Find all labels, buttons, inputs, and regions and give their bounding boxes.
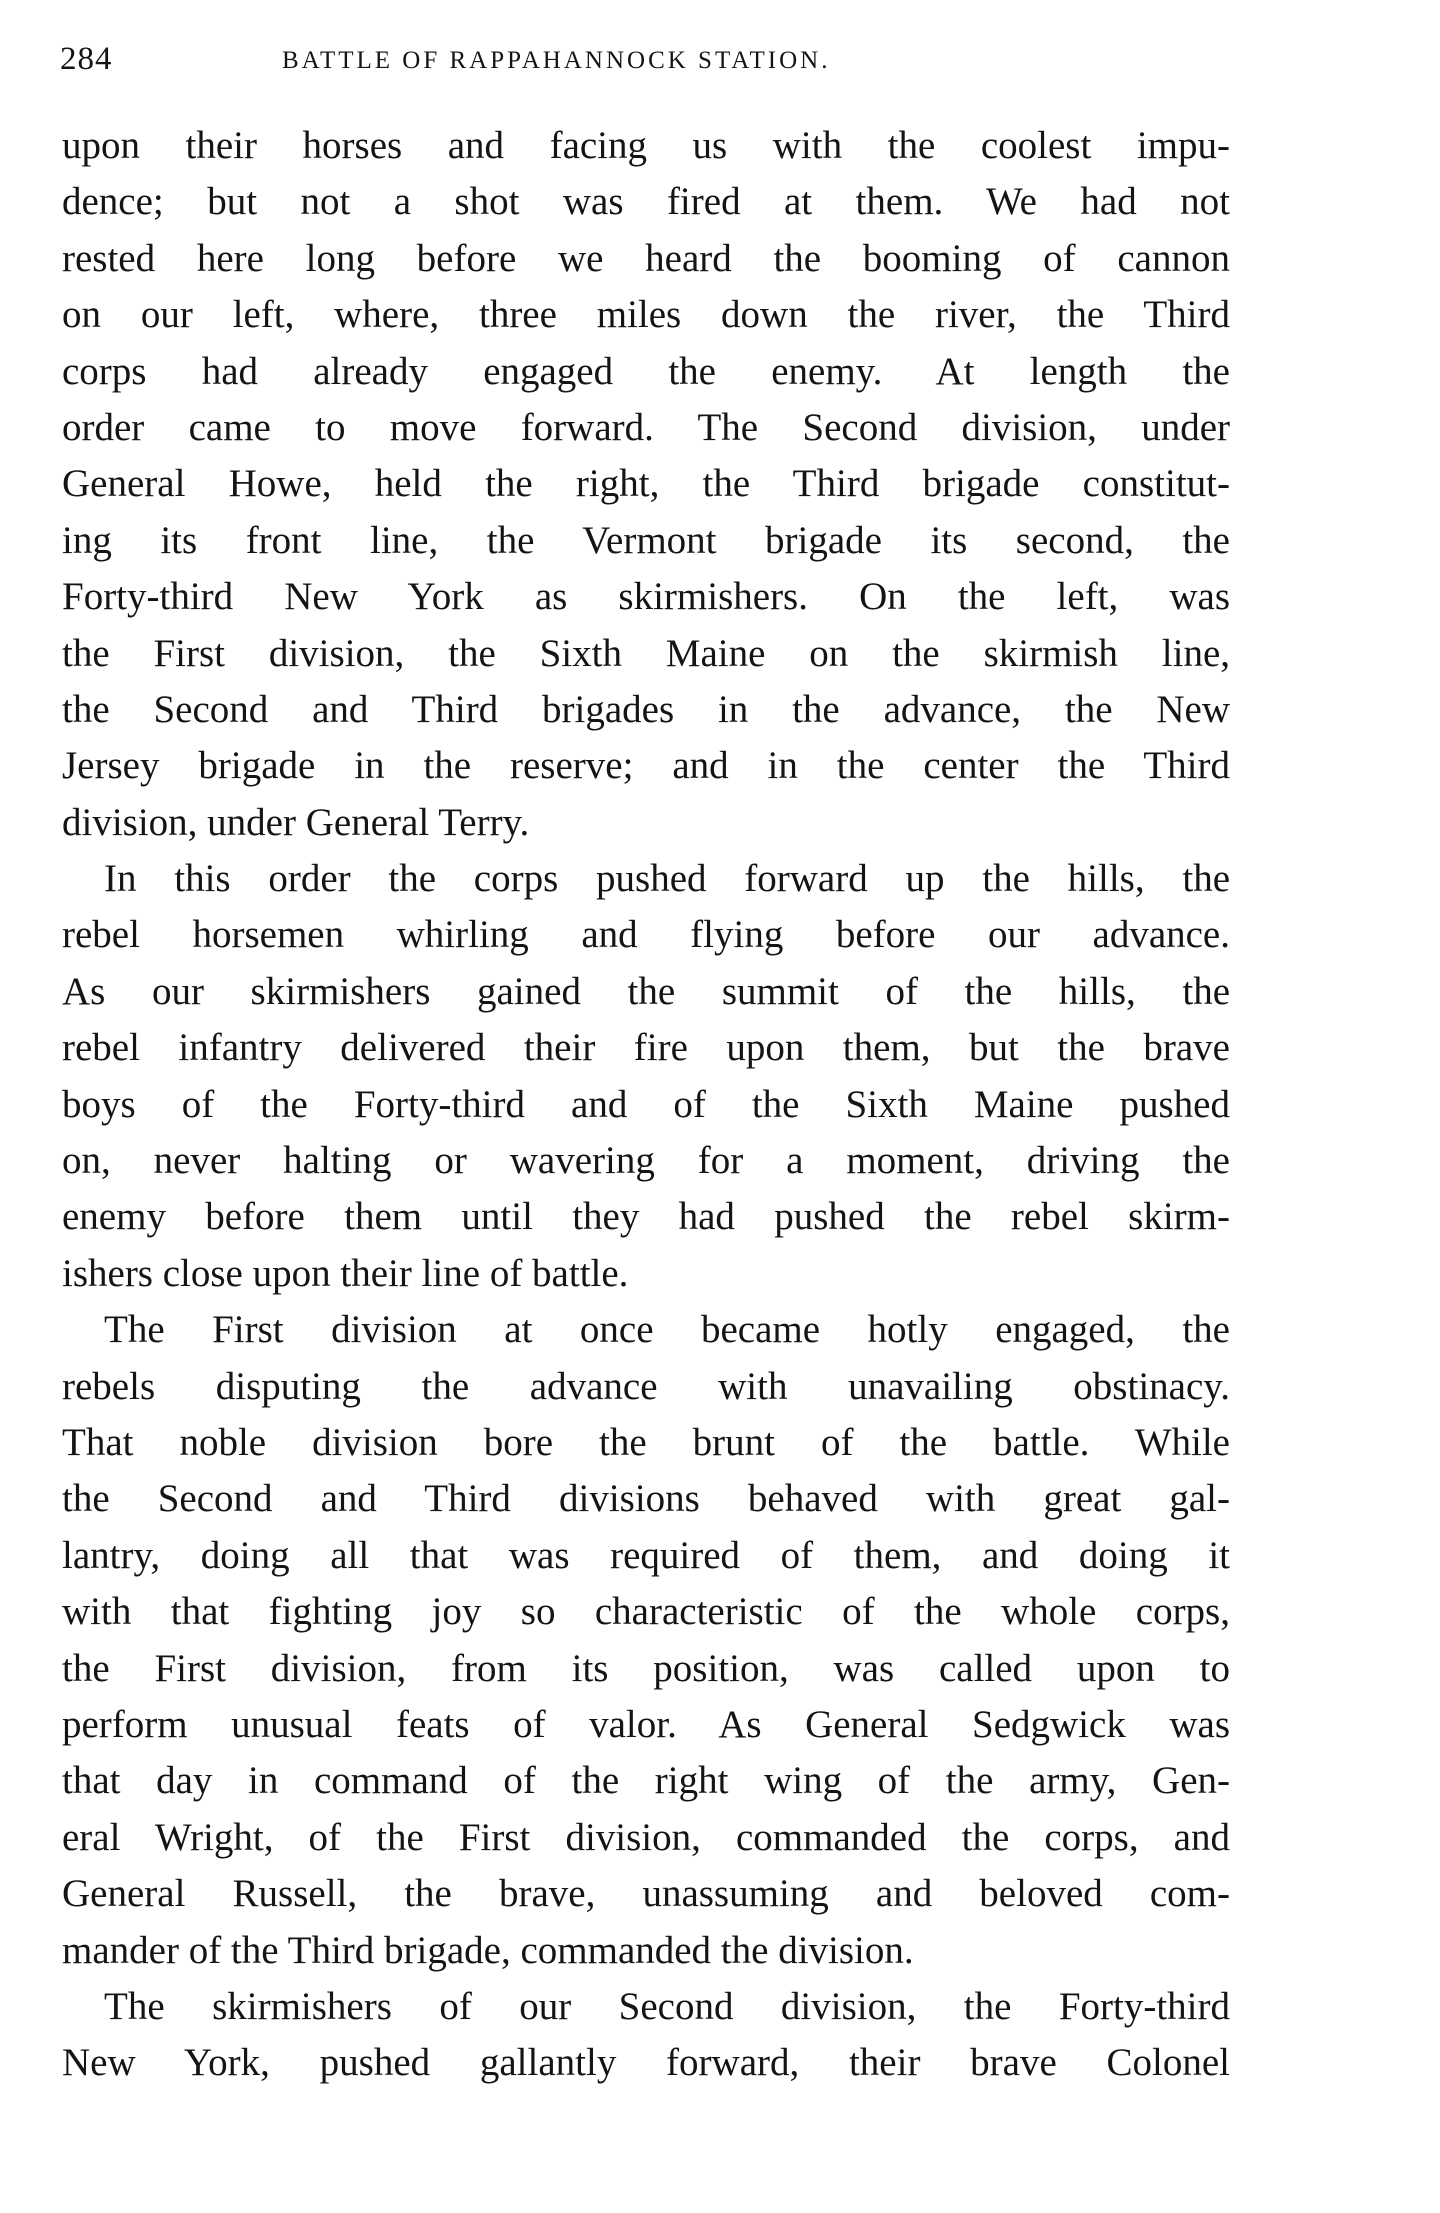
text-line: The skirmishers of our Second division, the Forty-third: [104, 1984, 1230, 2028]
text-line: the Second and Third divisions behaved with great gal-: [62, 1477, 1230, 1521]
paragraph: [62, 851, 1230, 1302]
text-line: General Howe, held the right, the Third brigade constitut-: [62, 462, 1230, 506]
text-line: eral Wright, of the First division, commanded the corps, and: [62, 1815, 1230, 1859]
text-line: the Second and Third brigades in the advance, the New: [62, 687, 1230, 731]
text-line: division, under General Terry.: [62, 800, 530, 844]
paragraph: [62, 118, 1230, 851]
text-line: mander of the Third brigade, commanded the division.: [62, 1928, 914, 1972]
text-line: rebels disputing the advance with unavailing obstinacy.: [62, 1364, 1230, 1408]
text-line: ishers close upon their line of battle.: [62, 1251, 629, 1295]
text-line: That noble division bore the brunt of the battle. While: [62, 1420, 1230, 1464]
text-line: rebel infantry delivered their fire upon them, but the brave: [62, 1026, 1230, 1070]
text-line: rebel horsemen whirling and flying before our advance.: [62, 913, 1230, 957]
text-line: In this order the corps pushed forward up the hills, the: [104, 857, 1230, 901]
text-line: on our left, where, three miles down the river, the Third: [62, 293, 1230, 337]
text-line: upon their horses and facing us with the coolest impu-: [62, 124, 1230, 167]
text-line: enemy before them until they had pushed the rebel skirm-: [62, 1195, 1230, 1239]
text-line: As our skirmishers gained the summit of the hills, the: [62, 969, 1230, 1013]
body-text: [62, 118, 1230, 2092]
text-line: that day in command of the right wing of the army, Gen-: [62, 1759, 1230, 1803]
text-line: rested here long before we heard the booming of cannon: [62, 236, 1230, 280]
text-line: perform unusual feats of valor. As General Sedgwick was: [62, 1702, 1230, 1746]
page-number: 284: [60, 41, 113, 77]
running-title: BATTLE OF RAPPAHANNOCK STATION.: [282, 47, 831, 74]
text-line: ing its front line, the Vermont brigade its second, the: [62, 518, 1230, 562]
text-line: Jersey brigade in the reserve; and in the center the Third: [62, 744, 1230, 788]
text-line: order came to move forward. The Second division, under: [62, 405, 1230, 449]
text-line: lantry, doing all that was required of them, and doing it: [62, 1533, 1230, 1577]
text-line: dence; but not a shot was fired at them. We had not: [62, 180, 1230, 224]
paragraph: [62, 1302, 1230, 1979]
text-line: the First division, the Sixth Maine on the skirmish line,: [62, 631, 1230, 675]
text-line: corps had already engaged the enemy. At length the: [62, 349, 1230, 393]
running-head: [60, 34, 1240, 84]
text-line: New York, pushed gallantly forward, their brave Colonel: [62, 2041, 1230, 2085]
text-line: with that fighting joy so characteristic of the whole corps,: [62, 1590, 1230, 1634]
text-line: on, never halting or wavering for a moment, driving the: [62, 1139, 1230, 1183]
text-line: boys of the Forty-third and of the Sixth Maine pushed: [62, 1082, 1230, 1126]
paragraph: [62, 1979, 1230, 2092]
text-line: General Russell, the brave, unassuming and beloved com-: [62, 1872, 1230, 1916]
text-line: the First division, from its position, was called upon to: [62, 1646, 1230, 1690]
text-line: The First division at once became hotly engaged, the: [104, 1308, 1230, 1352]
text-line: Forty-third New York as skirmishers. On the left, was: [62, 575, 1230, 619]
